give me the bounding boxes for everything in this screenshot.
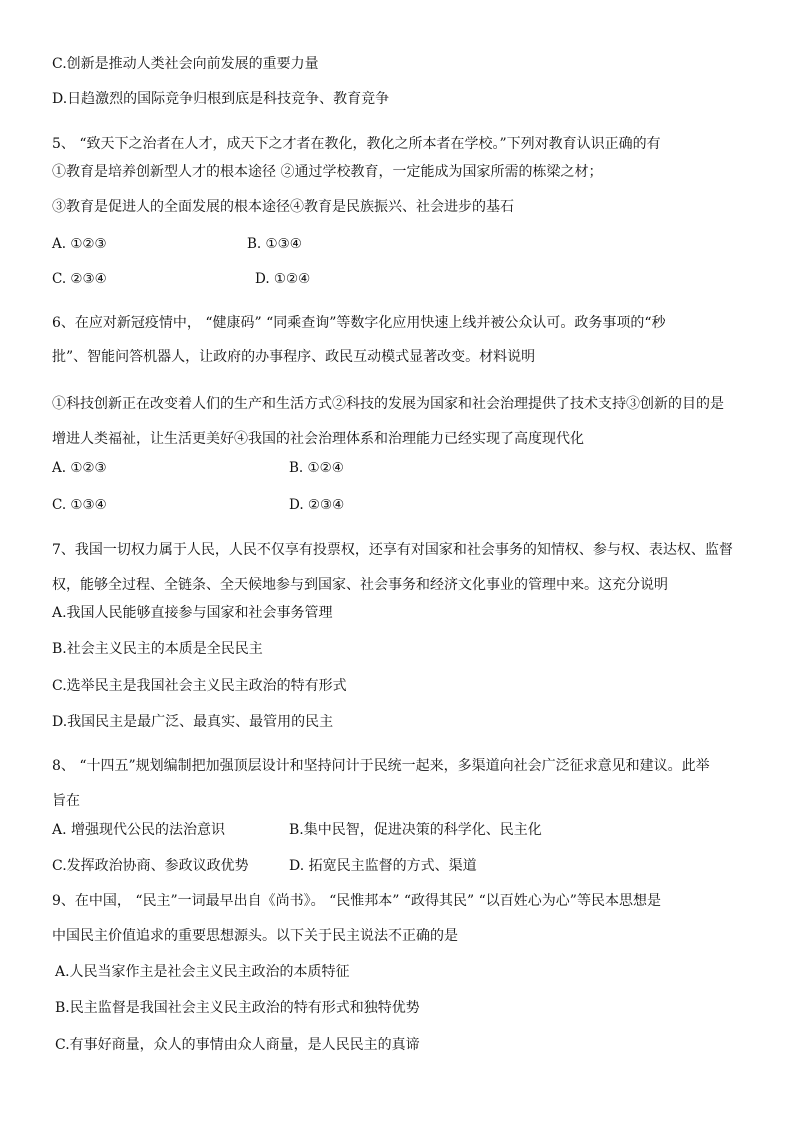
q6-stem-2: 批”、智能问答机器人，让政府的办事程序、政民互动模式显著改变。材料说明: [52, 349, 536, 365]
q7-option-b: B.社会主义民主的本质是全民民主: [52, 641, 263, 657]
q6-stem-1: 6、在应对新冠疫情中， “健康码” “同乘查询”等数字化应用快速上线并被公众认可。政务事项的“秒: [52, 315, 666, 331]
q8-stem-2: 旨在: [52, 793, 80, 809]
q9-stem-1: 9、在中国， “民主”一词最早出自《尚书》。 “民惟邦本” “政得其民” “以百姓心为心”等民本思想是: [52, 893, 661, 909]
q9-option-c: C.有事好商量，众人的事情由众人商量，是人民民主的真谛: [55, 1037, 420, 1053]
q9-option-a: A.人民当家作主是社会主义民主政治的本质特征: [55, 964, 350, 980]
q8-option-b: B.集中民智，促进决策的科学化、民主化: [289, 822, 542, 838]
q6-option-b: B. ①②④: [289, 460, 344, 476]
q6-statements-2: 增进人类福祉，让生活更美好④我国的社会治理体系和治理能力已经实现了高度现代化: [52, 431, 584, 447]
q5-option-c: C. ②③④: [52, 271, 107, 287]
q9-stem-2: 中国民主价值追求的重要思想源头。以下关于民主说法不正确的是: [52, 928, 458, 944]
q7-option-d: D.我国民主是最广泛、最真实、最管用的民主: [52, 714, 334, 730]
q5-statements-2: ③教育是促进人的全面发展的根本途径④教育是民族振兴、社会进步的基石: [52, 199, 514, 215]
q7-option-a: A.我国人民能够直接参与国家和社会事务管理: [52, 605, 333, 621]
q8-option-a: A. 增强现代公民的法治意识: [52, 822, 226, 838]
q7-stem-2: 权，能够全过程、全链条、全天候地参与到国家、社会事务和经济文化事业的管理中来。这充分说明: [52, 577, 668, 593]
q5-option-b: B. ①③④: [247, 236, 302, 252]
q4-option-d: D.日趋激烈的国际竞争归根到底是科技竞争、教育竞争: [52, 91, 390, 107]
q6-statements-1: ①科技创新正在改变着人们的生产和生活方式②科技的发展为国家和社会治理提供了技术支持③创新的目的是: [52, 396, 724, 412]
q4-option-c: C.创新是推动人类社会向前发展的重要力量: [52, 56, 319, 72]
q8-stem-1: 8、 “十四五”规划编制把加强顶层设计和坚持问计于民统一起来，多渠道向社会广泛征求意见和建议。此举: [52, 758, 710, 774]
q5-statements-1: ①教育是培养创新型人才的根本途径 ②通过学校教育，一定能成为国家所需的栋梁之材；: [52, 164, 603, 180]
q6-option-c: C. ①③④: [52, 497, 107, 513]
q7-option-c: C.选举民主是我国社会主义民主政治的特有形式: [52, 678, 347, 694]
q5-stem: 5、 “致天下之治者在人才，成天下之才者在教化，教化之所本者在学校。”下列对教育认识正确的有: [52, 136, 661, 152]
q6-option-a: A. ①②③: [52, 460, 107, 476]
q5-option-a: A. ①②③: [52, 236, 107, 252]
q6-option-d: D. ②③④: [289, 497, 345, 513]
q7-stem-1: 7、我国一切权力属于人民，人民不仅享有投票权，还享有对国家和社会事务的知情权、参与权、表达权、监督: [52, 542, 733, 558]
q8-option-c: C.发挥政治协商、参政议政优势: [52, 858, 249, 874]
q9-option-b: B.民主监督是我国社会主义民主政治的特有形式和独特优势: [55, 1000, 420, 1016]
q8-option-d: D. 拓宽民主监督的方式、渠道: [289, 858, 477, 874]
q5-option-d: D. ①②④: [255, 271, 311, 287]
